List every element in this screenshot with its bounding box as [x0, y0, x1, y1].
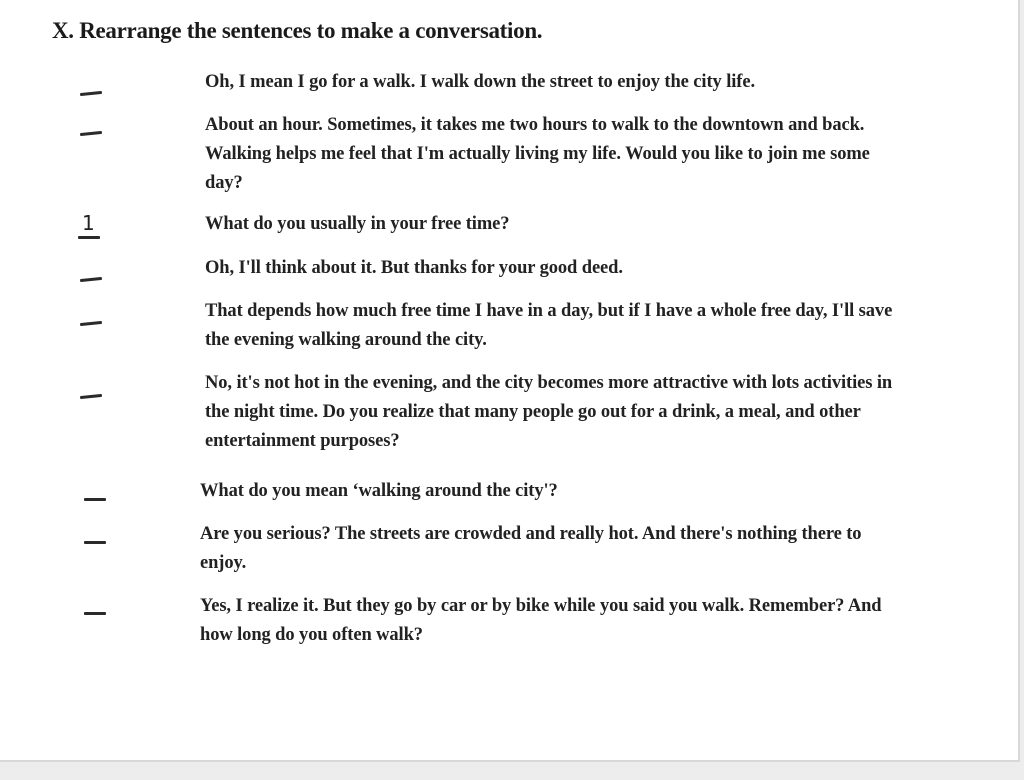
answer-blank[interactable] — [84, 498, 106, 501]
answer-blank[interactable] — [80, 394, 102, 399]
answer-blank[interactable] — [84, 541, 106, 544]
sentence-text: No, it's not hot in the evening, and the city becomes more attractive with lots activities in the night time. Do you realize that many people go out for a drink, a meal, and other entertainment purposes? — [205, 373, 893, 451]
sentence-text: Oh, I mean I go for a walk. I walk down the street to enjoy the city life. — [205, 72, 755, 92]
sentence-text: That depends how much free time I have in a day, but if I have a whole free day, I'll save the evening walking around the city. — [205, 301, 893, 350]
answer-blank[interactable] — [84, 612, 106, 615]
exercise-title: X. Rearrange the sentences to make a conversation. — [52, 18, 543, 43]
sentence-text: Yes, I realize it. But they go by car or by bike while you said you walk. Remember? And how long do you often walk? — [200, 596, 882, 645]
answer-number[interactable]: 1 — [82, 211, 95, 235]
answer-blank[interactable] — [80, 321, 102, 326]
answer-blank[interactable] — [78, 236, 100, 239]
sentence-text: Oh, I'll think about it. But thanks for your good deed. — [205, 258, 623, 278]
answer-blank[interactable] — [80, 277, 102, 282]
sentence-text: What do you usually in your free time? — [205, 214, 510, 234]
sentence-text: What do you mean ‘walking around the city'? — [200, 481, 558, 501]
sentence-text: Are you serious? The streets are crowded and really hot. And there's nothing there to enjoy. — [200, 524, 862, 573]
sentence-text: About an hour. Sometimes, it takes me two hours to walk to the downtown and back. Walking helps me feel that I'm actually living my life. Would you like to join me some day? — [205, 115, 870, 193]
answer-blank[interactable] — [80, 131, 102, 136]
answer-blank[interactable] — [80, 91, 102, 96]
